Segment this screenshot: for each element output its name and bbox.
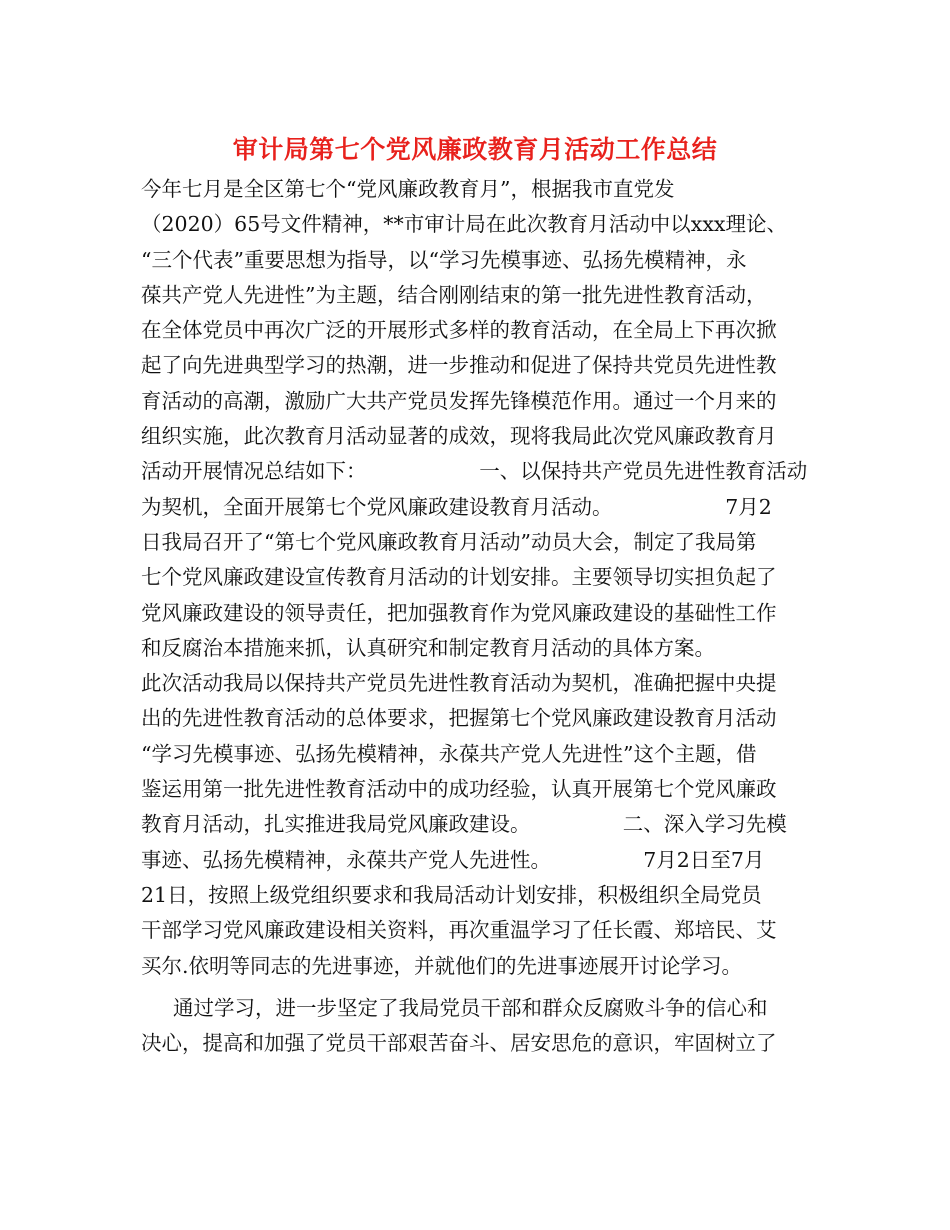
document-body xyxy=(141,172,821,1061)
body-line: 葆共产党人先进性”为主题，结合刚刚结束的第一批先进性教育活动， xyxy=(141,282,767,307)
body-line: 决心，提高和加强了党员干部艰苦奋斗、居安思危的意识，牢固树立了 xyxy=(141,1031,777,1056)
body-line: 在全体党员中再次广泛的开展形式多样的教育活动，在全局上下再次掀 xyxy=(141,318,777,343)
body-line: 育活动的高潮，激励广大共产党员发挥先锋模范作用。通过一个月来的 xyxy=(141,388,777,413)
body-line: 党风廉政建设的领导责任，把加强教育作为党风廉政建设的基础性工作 xyxy=(141,600,777,625)
paragraph-gap xyxy=(141,984,821,991)
body-line: 鉴运用第一批先进性教育活动中的成功经验，认真开展第七个党风廉政 xyxy=(141,777,777,802)
body-line: 日我局召开了“第七个党风廉政教育月活动”动员大会，制定了我局第 xyxy=(141,529,757,554)
body-line: “学习先模事迹、弘扬先模精神，永葆共产党人先进性”这个主题，借 xyxy=(141,741,757,766)
body-line: 组织实施，此次教育月活动显著的成效，现将我局此次党风廉政教育月 xyxy=(141,424,777,449)
body-line: 七个党风廉政建设宣传教育月活动的计划安排。主要领导切实担负起了 xyxy=(141,565,777,590)
body-line: 活动开展情况总结如下： 一、以保持共产党员先进性教育活动 xyxy=(141,459,808,484)
body-line: 买尔.依明等同志的先进事迹，并就他们的先进事迹展开讨论学习。 xyxy=(141,953,743,978)
body-line: 今年七月是全区第七个“党风廉政教育月”，根据我市直党发 xyxy=(141,177,675,201)
body-line: 出的先进性教育活动的总体要求，把握第七个党风廉政建设教育月活动 xyxy=(141,706,777,731)
body-line: 起了向先进典型学习的热潮，进一步推动和促进了保持共党员先进性教 xyxy=(141,353,777,378)
document-title: 审计局第七个党风廉政教育月活动工作总结 xyxy=(232,135,718,164)
body-line: 干部学习党风廉政建设相关资料，再次重温学习了任长霞、郑培民、艾 xyxy=(141,918,777,943)
body-line: “三个代表”重要思想为指导，以“学习先模事迹、弘扬先模精神，永 xyxy=(141,247,747,272)
body-line: 此次活动我局以保持共产党员先进性教育活动为契机，准确把握中央提 xyxy=(141,671,777,696)
body-line-indented: 通过学习，进一步坚定了我局党员干部和群众反腐败斗争的信心和 xyxy=(173,995,768,1020)
body-line: 为契机，全面开展第七个党风廉政建设教育月活动。 7月2 xyxy=(141,494,772,519)
body-line: 21日，按照上级党组织要求和我局活动计划安排，积极组织全局党员 xyxy=(141,882,762,907)
body-line: （2020）65号文件精神，**市审计局在此次教育月活动中以xxx理论、 xyxy=(141,212,787,237)
body-line: 和反腐治本措施来抓，认真研究和制定教育月活动的具体方案。 xyxy=(141,635,715,660)
body-line: 事迹、弘扬先模精神，永葆共产党人先进性。 7月2日至7月 xyxy=(141,847,765,872)
body-line: 教育月活动，扎实推进我局党风廉政建设。 二、深入学习先模 xyxy=(141,812,787,837)
